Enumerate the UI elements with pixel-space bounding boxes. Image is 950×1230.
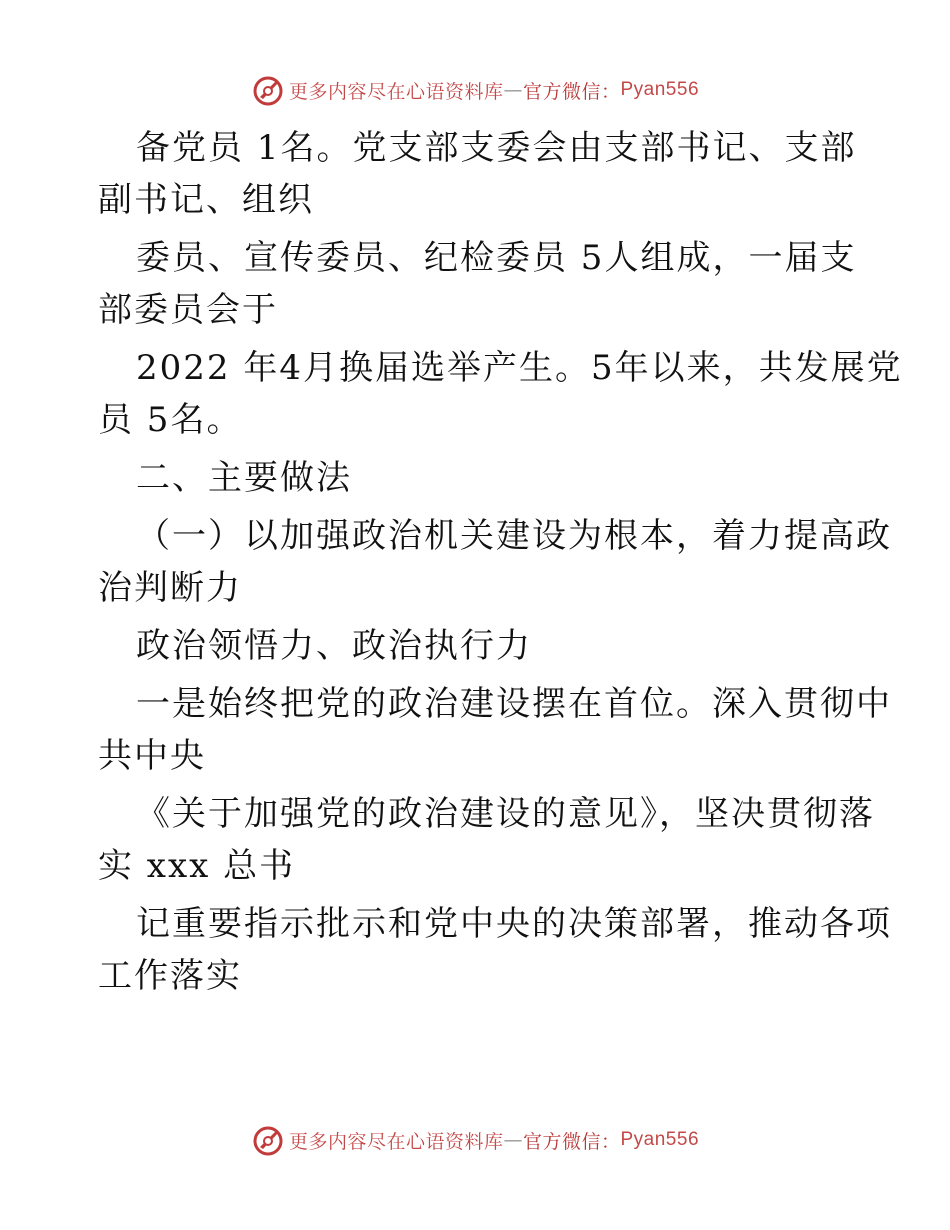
document-body (98, 122, 903, 1002)
text-line: 一是始终把党的政治建设摆在首位。深入贯彻中 (136, 684, 892, 724)
watermark-text: 更多内容尽在心语资料库 (288, 80, 504, 103)
watermark-account: Pyan556 (620, 1129, 700, 1150)
watermark-separator: — (503, 79, 523, 101)
footer-watermark (0, 1120, 950, 1160)
text-line: 部委员会于 (98, 290, 278, 330)
text-line: 共中央 (98, 736, 206, 776)
text-line: 记重要指示批示和党中央的决策部署，推动各项 (136, 904, 892, 944)
text-line: 《关于加强党的政治建设的意见》，坚决贯彻落 (136, 794, 875, 834)
header-watermark (0, 70, 950, 110)
text-line: 治判断力 (98, 568, 242, 608)
watermark-separator: — (503, 1129, 523, 1151)
subsection-heading: （一）以加强政治机关建设为根本，着力提高政 (136, 516, 892, 556)
watermark-account: Pyan556 (620, 79, 700, 100)
text-line: 备党员 1名。党支部支委会由支部书记、支部 (136, 128, 857, 168)
text-line: 副书记、组织 (98, 180, 314, 220)
watermark-official: 官方微信： (522, 80, 621, 103)
watermark-text: 更多内容尽在心语资料库 (288, 1130, 504, 1153)
text-line: 2022 年4月换届选举产生。5年以来，共发展党 (136, 348, 903, 388)
text-line: 委员、宣传委员、纪检委员 5人组成，一届支 (136, 238, 857, 278)
quill-logo-icon (251, 73, 285, 107)
section-heading: 二、主要做法 (136, 458, 352, 498)
text-line: 工作落实 (98, 956, 242, 996)
text-line: 实 xxx 总书 (98, 846, 296, 886)
text-line: 员 5名。 (98, 400, 243, 440)
text-line: 政治领悟力、政治执行力 (136, 626, 532, 666)
watermark-official: 官方微信： (522, 1130, 621, 1153)
quill-logo-icon (251, 1123, 285, 1157)
